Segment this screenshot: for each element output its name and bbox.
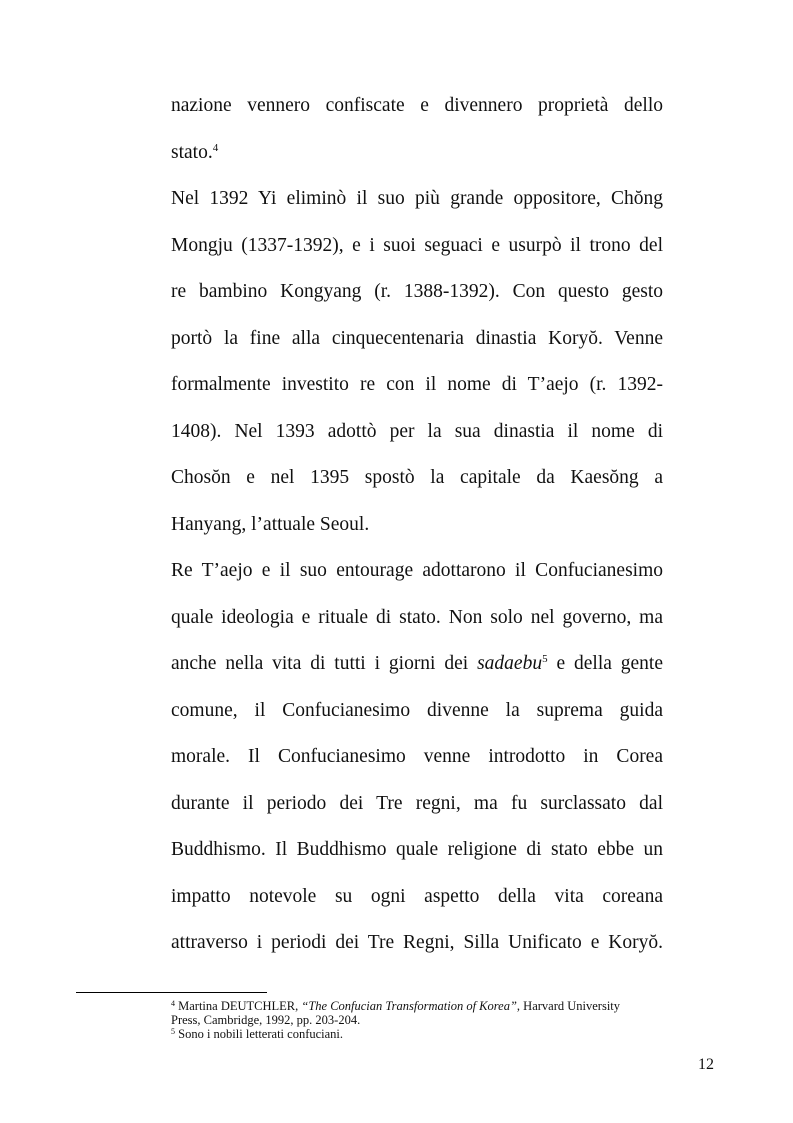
text-span: e della gente bbox=[547, 653, 663, 674]
text-span: stato. bbox=[171, 141, 213, 163]
text-line: nazione vennero confiscate e divennero proprietà dello bbox=[171, 95, 663, 116]
footnote-text: , Harvard University bbox=[516, 999, 621, 1013]
footnote-title: “The Confucian Transformation of Korea” bbox=[301, 999, 517, 1013]
footnotes bbox=[171, 999, 663, 1041]
footnote-text: Sono i nobili letterati confuciani. bbox=[175, 1027, 344, 1041]
text-line: formalmente investito re con il nome di T’aejo (r. 1392- bbox=[171, 374, 663, 395]
footnote-number: 5 bbox=[171, 1027, 175, 1036]
page-number: 12 bbox=[698, 1056, 714, 1073]
italic-term: sadaebu bbox=[477, 653, 543, 674]
footnote-5 bbox=[171, 1027, 663, 1041]
text-line bbox=[171, 641, 663, 688]
text-line: Buddhismo. Il Buddhismo quale religione di stato ebbe un bbox=[171, 839, 663, 860]
text-line: Re T’aejo e il suo entourage adottarono il Confucianesimo bbox=[171, 560, 663, 581]
text-line: Chosŏn e nel 1395 spostò la capitale da Kaesŏng a bbox=[171, 467, 663, 488]
footnote-ref-5[interactable]: 5 bbox=[542, 653, 548, 665]
footnote-number: 4 bbox=[171, 999, 175, 1008]
text-line: quale ideologia e rituale di stato. Non solo nel governo, ma bbox=[171, 606, 663, 628]
footnote-4-continued: Press, Cambridge, 1992, pp. 203-204. bbox=[171, 1013, 361, 1027]
body-text bbox=[171, 83, 663, 967]
footnote-4 bbox=[171, 999, 663, 1013]
text-span: anche nella vita di tutti i giorni dei bbox=[171, 653, 478, 674]
text-line bbox=[171, 130, 663, 177]
text-line: durante il periodo dei Tre regni, ma fu surclassato dal bbox=[171, 792, 663, 814]
footnote-author: Martina DEUTCHLER, bbox=[175, 999, 302, 1013]
text-line: Mongju (1337-1392), e i suoi seguaci e usurpò il trono del bbox=[171, 234, 663, 256]
text-line: morale. Il Confucianesimo venne introdotto in Corea bbox=[171, 746, 663, 767]
text-line: impatto notevole su ogni aspetto della vita coreana bbox=[171, 885, 663, 907]
footnote-separator bbox=[76, 992, 267, 993]
text-line: comune, il Confucianesimo divenne la suprema guida bbox=[171, 699, 663, 721]
text-line: attraverso i periodi dei Tre Regni, Silla Unificato e Koryŏ. bbox=[171, 932, 663, 953]
text-line: re bambino Kongyang (r. 1388-1392). Con questo gesto bbox=[171, 281, 663, 302]
text-line: portò la fine alla cinquecentenaria dinastia Koryŏ. Venne bbox=[171, 327, 663, 349]
text-line: 1408). Nel 1393 adottò per la sua dinastia il nome di bbox=[171, 420, 663, 442]
text-line: Hanyang, l’attuale Seoul. bbox=[171, 513, 370, 535]
footnote-ref-4[interactable]: 4 bbox=[212, 141, 219, 154]
text-line: Nel 1392 Yi eliminò il suo più grande oppositore, Chŏng bbox=[171, 188, 663, 209]
